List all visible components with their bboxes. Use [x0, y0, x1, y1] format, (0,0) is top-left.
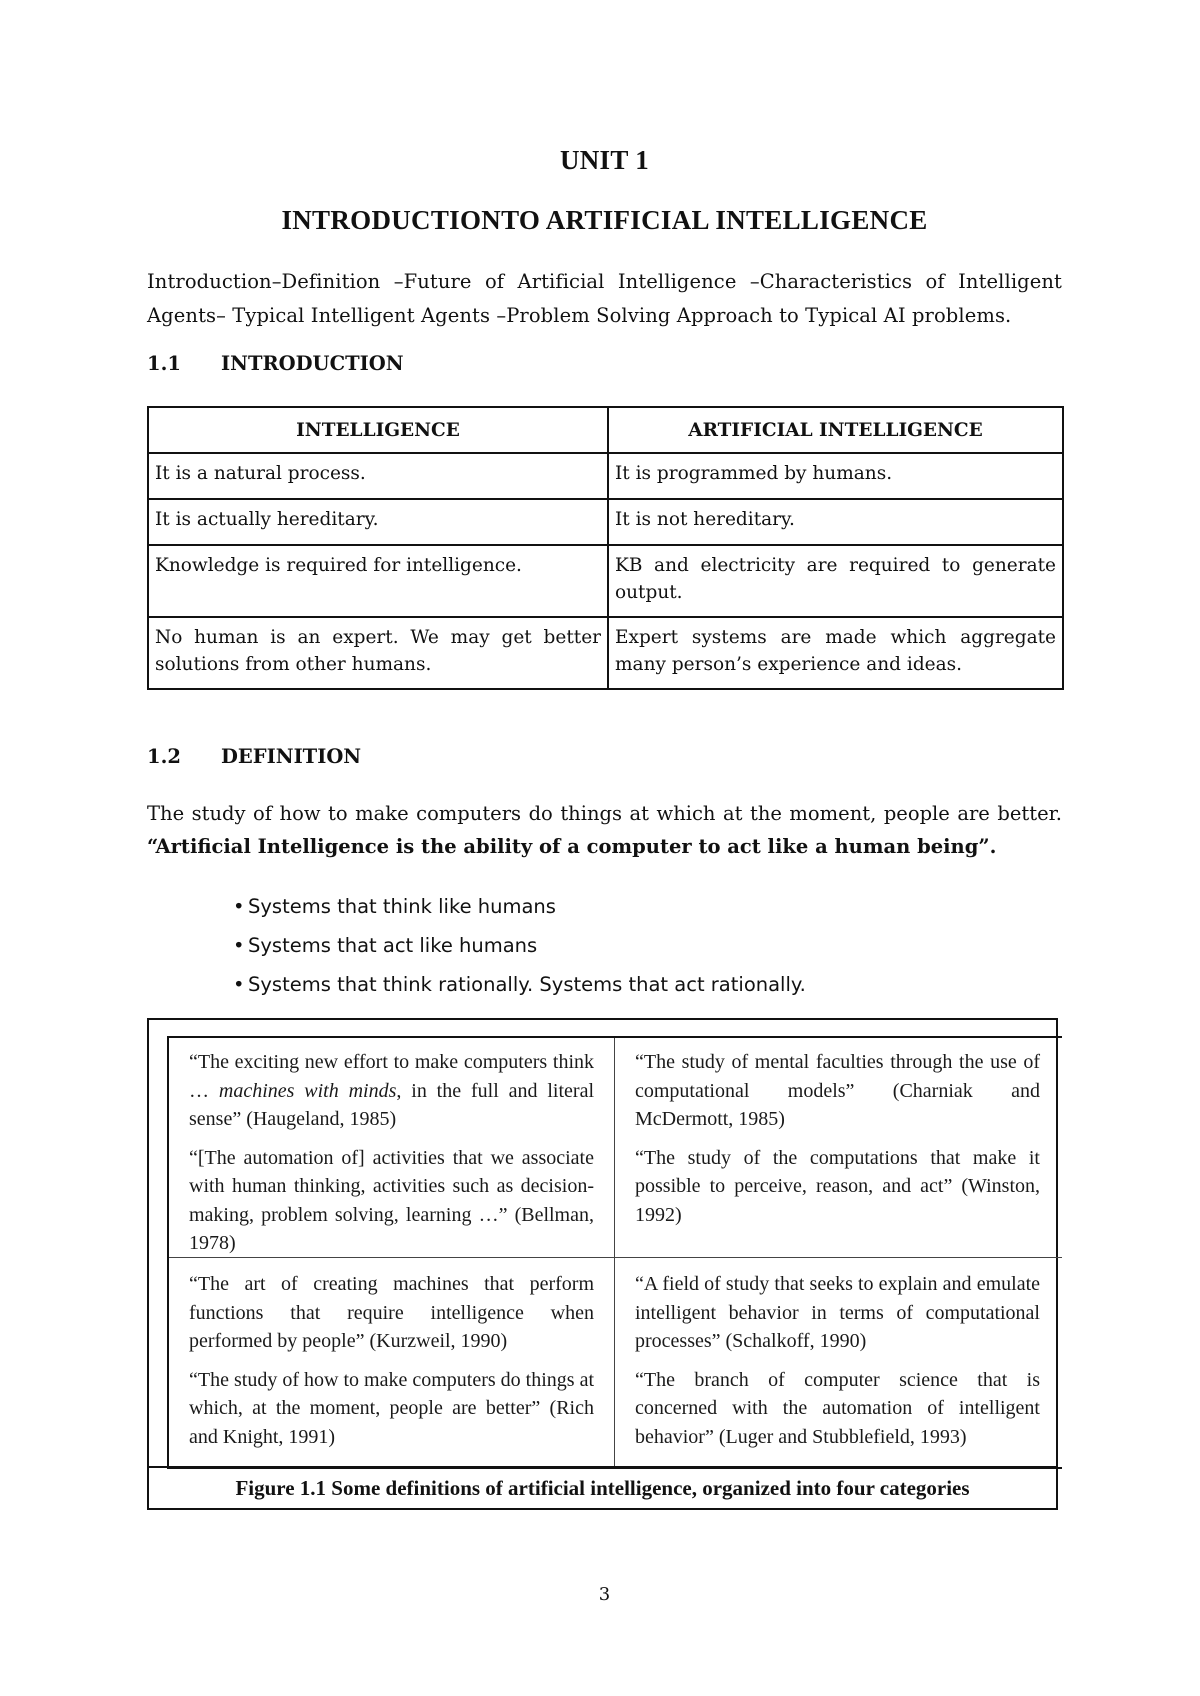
table-cell: It is a natural process.	[148, 453, 608, 499]
page-number: 3	[598, 1584, 611, 1605]
list-item-text: Systems that act like humans	[248, 934, 538, 957]
figure-quote: “The study of mental faculties through the use of computational models” (Charniak and McDermott, 1985)	[635, 1051, 1040, 1130]
section-number: 1.1	[147, 352, 181, 375]
table-header: INTELLIGENCE	[148, 407, 608, 453]
unit-title: UNIT 1	[559, 145, 650, 175]
bullet-icon: •	[233, 973, 245, 996]
list-item	[233, 887, 806, 926]
figure-quote: “The art of creating machines that perform functions that require intelligence when performed by people” (Kurzweil, 1990)	[189, 1273, 594, 1352]
list-item-text: Systems that think rationally. Systems that act rationally.	[248, 973, 806, 996]
section-heading-introduction	[147, 352, 404, 375]
table-row	[148, 499, 1063, 545]
figure-cell-thinking-humanly	[189, 1048, 594, 1268]
figure-grid	[167, 1036, 1062, 1469]
table-header: ARTIFICIAL INTELLIGENCE	[608, 407, 1063, 453]
document-page	[147, 0, 1062, 1696]
figure-divider-vertical	[614, 1038, 615, 1467]
section-title: DEFINITION	[221, 745, 362, 768]
bullet-list	[233, 887, 806, 1004]
table-row	[148, 617, 1063, 689]
list-item	[233, 926, 806, 965]
figure-quote: “The study of how to make computers do things at which, at the moment, people are better” (Rich and Knight, 1991)	[189, 1368, 594, 1448]
section-number: 1.2	[147, 745, 181, 768]
table-cell: It is not hereditary.	[608, 499, 1063, 545]
table-row	[148, 545, 1063, 617]
table-cell: No human is an expert. We may get better solutions from other humans.	[148, 617, 608, 689]
list-item-text: Systems that think like humans	[248, 895, 556, 918]
bullet-icon: •	[233, 895, 245, 918]
table-cell: Knowledge is required for intelligence.	[148, 545, 608, 617]
table-cell: It is programmed by humans.	[608, 453, 1063, 499]
table-row	[148, 453, 1063, 499]
figure-cell-thinking-rationally	[635, 1048, 1040, 1239]
table-header-row	[148, 407, 1063, 453]
bullet-icon: •	[233, 934, 245, 957]
definition-quote: “Artificial Intelligence is the ability of a computer to act like a human being”.	[147, 835, 997, 858]
table-cell: Expert systems are made which aggregate many person’s experience and ideas.	[608, 617, 1063, 689]
section-heading-definition	[147, 745, 361, 768]
figure-ai-definitions	[147, 1018, 1058, 1510]
figure-quote: “[The automation of] activities that we associate with human thinking, activities such as decision-making, problem solving, learning …” (Bellman, 1978)	[189, 1146, 594, 1254]
list-item	[233, 965, 806, 1004]
figure-quote: “The branch of computer science that is concerned with the automation of intelligent behavior” (Luger and Stubblefield, 1993)	[635, 1368, 1040, 1448]
table-cell: KB and electricity are required to generate output.	[608, 545, 1063, 617]
definition-paragraph	[147, 797, 1062, 863]
figure-quote: “The study of the computations that make it possible to perceive, reason, and act” (Winston, 1992)	[635, 1146, 1040, 1226]
figure-quote: “The exciting new effort to make computers think … machines with minds, in the full and literal sense” (Haugeland, 1985)	[189, 1051, 595, 1130]
table-cell: It is actually hereditary.	[148, 499, 608, 545]
chapter-title: INTRODUCTIONTO ARTIFICIAL INTELLIGENCE	[281, 205, 928, 235]
figure-cell-acting-humanly	[189, 1270, 594, 1461]
figure-caption: Figure 1.1 Some definitions of artificial intelligence, organized into four categories	[235, 1476, 970, 1500]
figure-cell-acting-rationally	[635, 1270, 1040, 1461]
section-title: INTRODUCTION	[221, 352, 404, 375]
topics-paragraph: Introduction–Definition –Future of Artificial Intelligence –Characteristics of Intelligent Agents– Typical Intelligent Agents –Problem Solving Approach to Typical AI problems.	[147, 270, 1062, 327]
definition-text: The study of how to make computers do things at which at the moment, people are better.	[147, 802, 1062, 825]
figure-caption-divider	[149, 1466, 1056, 1468]
intelligence-comparison-table	[147, 406, 1064, 690]
figure-quote: “A field of study that seeks to explain and emulate intelligent behavior in terms of computational processes” (Schalkoff, 1990)	[635, 1273, 1040, 1352]
